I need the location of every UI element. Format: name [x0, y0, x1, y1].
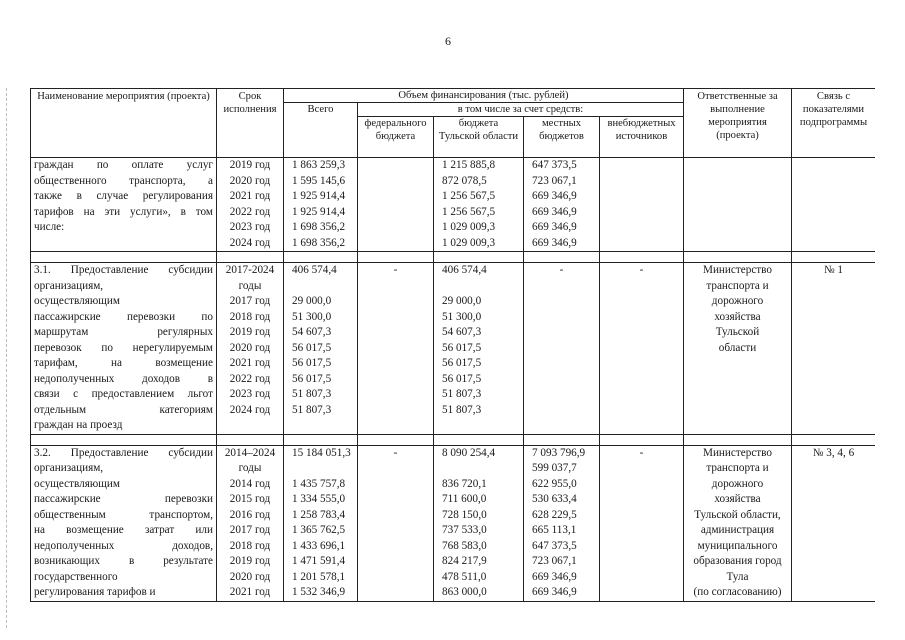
- cell-line: 530 633,4: [532, 493, 577, 505]
- cell-federal: [358, 263, 434, 435]
- cell-line: 2020 год: [229, 341, 271, 354]
- cell-total: [284, 445, 358, 601]
- cell-line: 51 300,0: [292, 310, 332, 323]
- cell-line: 1 698 356,2: [292, 236, 346, 249]
- name-line: пассажирские перевозки: [34, 493, 213, 505]
- cell-name: [31, 263, 217, 435]
- cell-line: 56 017,5: [292, 372, 332, 385]
- name-line: пассажирские перевозки по: [34, 310, 213, 323]
- cell-line: 2024 год: [229, 403, 271, 416]
- separator-cell: [217, 434, 284, 445]
- table-row: [31, 445, 876, 601]
- cell-line: Тульской: [715, 326, 760, 338]
- name-line: граждан на проезд: [34, 419, 123, 431]
- cell-line: (по согласованию): [693, 586, 782, 598]
- cell-line: 1 256 567,5: [442, 205, 496, 218]
- cell-line: 1 365 762,5: [292, 524, 346, 536]
- cell-line: 56 017,5: [442, 357, 482, 369]
- name-line: осуществляющим: [34, 295, 120, 307]
- cell-line: 1 258 783,4: [292, 508, 346, 521]
- cell-line: 2018 год: [229, 310, 271, 323]
- cell-line: 647 373,5: [532, 159, 577, 171]
- header-total: Всего: [284, 103, 358, 158]
- cell-link: [792, 158, 876, 252]
- name-line: числе:: [34, 221, 65, 233]
- cell-line: 1 863 259,3: [292, 159, 346, 171]
- cell-line: 2014–2024: [224, 446, 276, 459]
- cell-line: 723 067,1: [532, 174, 577, 187]
- cell-line: 599 037,7: [532, 462, 577, 474]
- cell-line: 669 346,9: [532, 221, 577, 233]
- separator-cell: [792, 434, 876, 445]
- binding-margin-line: [6, 88, 8, 628]
- name-line: недополученных доходов,: [34, 539, 213, 552]
- separator-cell: [524, 252, 600, 263]
- cell-line: транспорта и: [706, 279, 769, 292]
- separator-cell: [434, 252, 524, 263]
- page-number: 6: [445, 34, 451, 48]
- name-line: тарифам, на возмещение: [34, 357, 213, 369]
- header-extra: внебюджетных источников: [600, 117, 684, 158]
- cell-line: 406 574,4: [442, 264, 487, 276]
- table-row: [31, 158, 876, 252]
- separator-cell: [358, 252, 434, 263]
- separator-cell: [217, 252, 284, 263]
- header-name: Наименование мероприятия (проекта): [31, 89, 217, 158]
- cell-line: 51 807,3: [292, 403, 332, 416]
- cell-line: 1 029 009,3: [442, 236, 496, 249]
- cell-regional: [434, 158, 524, 252]
- cell-line: [442, 279, 520, 295]
- header-funding: Объем финансирования (тыс. рублей): [284, 89, 684, 103]
- name-line: недополученных доходов в: [34, 372, 213, 385]
- cell-line: муниципального: [697, 539, 778, 552]
- cell-line: 56 017,5: [292, 341, 332, 354]
- cell-line: администрация: [700, 524, 775, 536]
- table-row: [31, 263, 876, 435]
- cell-line: 2021 год: [229, 357, 271, 369]
- cell-line: 2022 год: [229, 205, 271, 218]
- cell-line: 51 807,3: [442, 403, 482, 416]
- cell-line: 2020 год: [229, 174, 271, 187]
- cell-line: 56 017,5: [292, 357, 332, 369]
- cell-line: -: [639, 264, 644, 276]
- cell-line: 2018 год: [229, 539, 271, 552]
- header-federal: федерального бюджета: [358, 117, 434, 158]
- separator-cell: [684, 434, 792, 445]
- separator-cell: [358, 434, 434, 445]
- cell-line: 622 955,0: [532, 477, 577, 490]
- cell-line: Министерство: [703, 446, 772, 459]
- header-responsible: Ответственные за выполнение мероприятия (проекта): [684, 89, 792, 158]
- cell-line: 2016 год: [229, 508, 271, 521]
- cell-term: [217, 158, 284, 252]
- cell-line: 1 925 914,4: [292, 205, 346, 218]
- cell-line: 728 150,0: [442, 508, 487, 521]
- cell-total: [284, 263, 358, 435]
- cell-line: 2017-2024: [225, 264, 275, 276]
- cell-line: транспорта и: [706, 462, 769, 474]
- cell-line: 669 346,9: [532, 205, 577, 218]
- cell-line: -: [393, 446, 398, 459]
- cell-line: -: [559, 264, 564, 276]
- cell-line: 54 607,3: [442, 326, 482, 338]
- cell-line: 647 373,5: [532, 539, 577, 552]
- header-local: местных бюджетов: [524, 117, 600, 158]
- cell-line: годы: [238, 462, 262, 474]
- name-line: государственного: [34, 570, 118, 583]
- cell-line: 56 017,5: [442, 341, 482, 354]
- cell-line: 2019 год: [229, 326, 271, 338]
- cell-regional: [434, 445, 524, 601]
- separator-cell: [284, 434, 358, 445]
- name-line: общественным транспортом,: [34, 508, 213, 521]
- cell-line: Тула: [726, 570, 749, 583]
- cell-line: № 1: [823, 264, 844, 276]
- cell-line: 1 698 356,2: [292, 221, 346, 233]
- name-line: перевозок по нерегулируемым: [34, 341, 213, 354]
- cell-term: [217, 263, 284, 435]
- name-line: маршрутам регулярных: [34, 326, 213, 338]
- cell-line: 711 600,0: [442, 493, 487, 505]
- cell-line: 2024 год: [229, 236, 271, 249]
- cell-line: образования город: [693, 555, 782, 567]
- name-line: на возмещение затрат или: [34, 524, 213, 536]
- cell-line: 51 807,3: [292, 388, 332, 400]
- separator-cell: [600, 434, 684, 445]
- cell-name: [31, 158, 217, 252]
- cell-line: 2017 год: [229, 524, 271, 536]
- cell-line: 1 532 346,9: [292, 586, 346, 598]
- cell-responsible: [684, 158, 792, 252]
- cell-local: [524, 263, 600, 435]
- cell-line: годы: [238, 279, 262, 292]
- cell-extra: [600, 263, 684, 435]
- name-line: общественного транспорта, а: [34, 174, 213, 187]
- cell-line: 1 925 914,4: [292, 190, 346, 202]
- section-separator: [31, 434, 876, 445]
- cell-line: 628 229,5: [532, 508, 577, 521]
- cell-line: 1 215 885,8: [442, 159, 496, 171]
- cell-total: [284, 158, 358, 252]
- cell-line: 723 067,1: [532, 555, 577, 567]
- name-line: регулирования тарифов и: [34, 586, 156, 598]
- funding-table: [30, 88, 875, 602]
- cell-line: 29 000,0: [442, 295, 482, 307]
- cell-line: 54 607,3: [292, 326, 332, 338]
- name-line: отдельным категориям: [34, 403, 213, 416]
- cell-line: -: [639, 446, 644, 459]
- cell-line: дорожного: [711, 477, 764, 490]
- cell-line: 836 720,1: [442, 477, 487, 490]
- cell-local: [524, 158, 600, 252]
- name-line: осуществляющим: [34, 477, 120, 490]
- separator-cell: [284, 252, 358, 263]
- cell-line: -: [393, 264, 398, 276]
- cell-line: 1 471 591,4: [292, 555, 346, 567]
- separator-cell: [434, 434, 524, 445]
- cell-line: 665 113,1: [532, 524, 577, 536]
- separator-cell: [600, 252, 684, 263]
- cell-line: области: [718, 341, 757, 354]
- separator-cell: [684, 252, 792, 263]
- cell-line: 2019 год: [229, 159, 271, 171]
- cell-line: 669 346,9: [532, 586, 577, 598]
- name-line: также в случае регулирования: [34, 190, 213, 202]
- cell-line: 7 093 796,9: [532, 446, 586, 459]
- header-including: в том числе за счет средств:: [358, 103, 684, 117]
- cell-line: 2017 год: [229, 295, 271, 307]
- cell-line: 1 595 145,6: [292, 174, 346, 187]
- cell-responsible: [684, 263, 792, 435]
- cell-local: [524, 445, 600, 601]
- cell-line: 2019 год: [229, 555, 271, 567]
- cell-line: 669 346,9: [532, 236, 577, 249]
- cell-line: Тульской области,: [694, 508, 781, 521]
- cell-name: [31, 445, 217, 601]
- cell-line: 2023 год: [229, 221, 271, 233]
- cell-line: 737 533,0: [442, 524, 487, 536]
- cell-line: 2020 год: [229, 570, 271, 583]
- header-link: Связь с показателями подпрограммы: [792, 89, 876, 158]
- cell-line: 2021 год: [229, 190, 271, 202]
- header-row-1: [31, 89, 876, 103]
- cell-line: Министерство: [703, 264, 772, 276]
- cell-line: 669 346,9: [532, 190, 577, 202]
- cell-line: 8 090 254,4: [442, 446, 496, 459]
- cell-line: 1 435 757,8: [292, 477, 346, 490]
- separator-cell: [524, 434, 600, 445]
- cell-link: [792, 445, 876, 601]
- cell-federal: [358, 158, 434, 252]
- cell-line: 2023 год: [229, 388, 271, 400]
- cell-line: [442, 461, 520, 477]
- separator-cell: [792, 252, 876, 263]
- header-term: Срок исполнения: [217, 89, 284, 158]
- cell-line: [292, 279, 354, 295]
- cell-line: 768 583,0: [442, 539, 487, 552]
- cell-line: 51 807,3: [442, 388, 482, 400]
- cell-responsible: [684, 445, 792, 601]
- name-line: организациям,: [34, 462, 104, 474]
- cell-line: 29 000,0: [292, 295, 332, 307]
- cell-line: 2022 год: [229, 372, 271, 385]
- cell-term: [217, 445, 284, 601]
- cell-line: 56 017,5: [442, 372, 482, 385]
- cell-line: дорожного: [711, 295, 764, 307]
- name-line: возникающих в результате: [34, 555, 213, 567]
- cell-line: 1 334 555,0: [292, 493, 346, 505]
- cell-federal: [358, 445, 434, 601]
- cell-line: 2021 год: [229, 586, 271, 598]
- funding-table-sheet: [30, 88, 875, 640]
- name-line: организациям,: [34, 279, 104, 292]
- separator-cell: [31, 252, 217, 263]
- name-line: связи с предоставлением льгот: [34, 388, 213, 400]
- cell-line: 2014 год: [229, 477, 271, 490]
- cell-line: 1 029 009,3: [442, 221, 496, 233]
- cell-line: 406 574,4: [292, 264, 337, 276]
- cell-line: 669 346,9: [532, 570, 577, 583]
- cell-line: хозяйства: [714, 310, 761, 323]
- cell-line: 1 256 567,5: [442, 190, 496, 202]
- cell-line: № 3, 4, 6: [812, 446, 855, 459]
- cell-line: 872 078,5: [442, 174, 487, 187]
- cell-extra: [600, 445, 684, 601]
- cell-extra: [600, 158, 684, 252]
- cell-line: 863 000,0: [442, 586, 487, 598]
- cell-line: 1 201 578,1: [292, 570, 346, 583]
- name-line: тарифов на эти услуги», в том: [34, 205, 213, 218]
- cell-line: 2015 год: [229, 493, 271, 505]
- cell-line: 824 217,9: [442, 555, 487, 567]
- name-line: 3.1. Предоставление субсидии: [34, 264, 213, 276]
- cell-line: 15 184 051,3: [292, 446, 351, 459]
- cell-line: хозяйства: [714, 493, 761, 505]
- separator-cell: [31, 434, 217, 445]
- header-regional: бюджета Тульской области: [434, 117, 524, 158]
- cell-line: 1 433 696,1: [292, 539, 346, 552]
- name-line: 3.2. Предоставление субсидии: [34, 446, 213, 459]
- cell-regional: [434, 263, 524, 435]
- name-line: граждан по оплате услуг: [34, 159, 213, 171]
- cell-link: [792, 263, 876, 435]
- cell-line: [292, 461, 354, 477]
- cell-line: 51 300,0: [442, 310, 482, 323]
- section-separator: [31, 252, 876, 263]
- cell-line: 478 511,0: [442, 570, 487, 583]
